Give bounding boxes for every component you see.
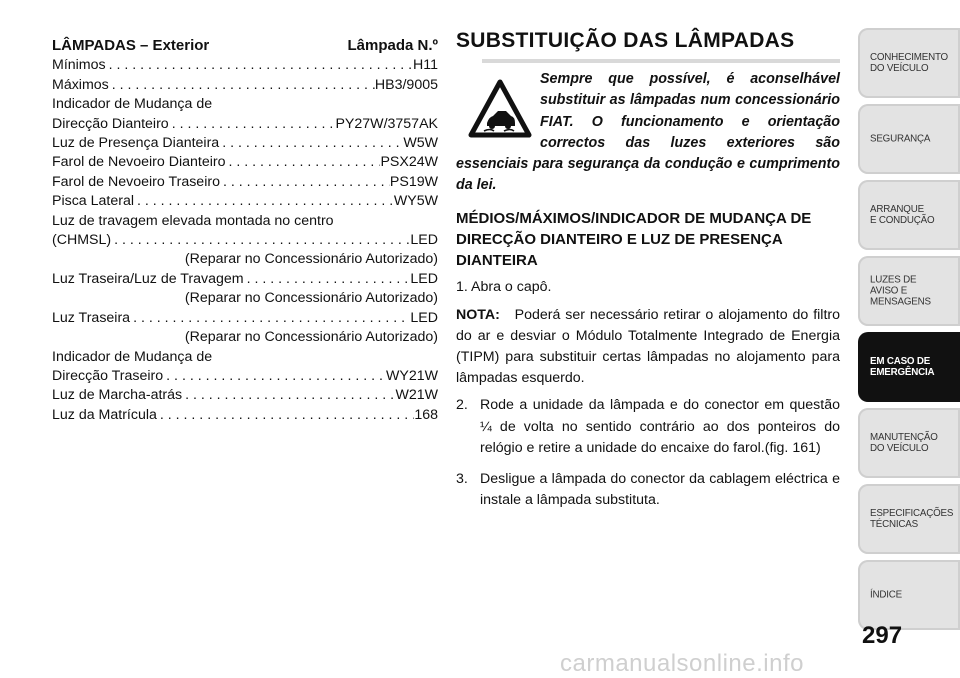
- bulb-rows: [52, 56, 438, 425]
- leader-dots: [111, 231, 410, 250]
- step-3-text: Desligue a lâmpada do conector da cablagem eléctrica e instale a lâmpada substituta.: [480, 471, 840, 509]
- chapter-tab-label: ÍNDICE: [870, 589, 903, 601]
- chapter-tab-label: SEGURANÇA: [870, 133, 931, 145]
- leader-dots: [244, 270, 411, 289]
- leader-dots: [169, 115, 336, 134]
- watermark: carmanualsonline.info: [560, 650, 804, 677]
- chapter-tab-label: MANUTENÇÃO DO VEÍCULO: [870, 432, 938, 454]
- leader-dots: [219, 134, 403, 153]
- bulb-label: Direcção Traseiro: [52, 367, 164, 384]
- bulb-number: PS19W: [389, 173, 438, 190]
- bulb-number: 168: [414, 406, 438, 423]
- step-2-number: 2.: [456, 397, 468, 414]
- bulb-number: LED: [410, 309, 438, 326]
- warning-box: [456, 69, 840, 196]
- bulb-row: [52, 56, 438, 75]
- bulb-number-heading: Lâmpada N.º: [347, 37, 438, 54]
- chapter-tab[interactable]: [858, 256, 960, 326]
- chapter-tab[interactable]: [858, 28, 960, 98]
- bulb-number: H11: [413, 57, 438, 74]
- chapter-tab-label: LUZES DE AVISO E MENSAGENS: [870, 274, 931, 308]
- bulb-label: Luz da Matrícula: [52, 406, 157, 423]
- leader-dots: [220, 173, 390, 192]
- bulb-number: HB3/9005: [374, 76, 438, 93]
- bulb-table: [52, 36, 438, 425]
- step-3: [456, 469, 840, 511]
- bulb-row: [52, 386, 438, 405]
- bulb-table-heading: LÂMPADAS – Exterior: [52, 37, 210, 54]
- service-note: (Reparar no Concessionário Autorizado): [184, 251, 438, 268]
- step-1: 1. Abra o capô.: [456, 279, 552, 296]
- bulb-number: WY21W: [385, 367, 438, 384]
- bulb-row: [52, 270, 438, 289]
- bulb-label: Luz de Marcha-atrás: [52, 387, 183, 404]
- leader-dots: [157, 406, 414, 425]
- bulb-row: [52, 76, 438, 95]
- leader-dots: [182, 386, 395, 405]
- bulb-replacement-section: [456, 30, 840, 521]
- bulb-row: [52, 192, 438, 211]
- car-skid-warning-icon: [468, 79, 532, 139]
- bulb-label: Farol de Nevoeiro Dianteiro: [52, 154, 226, 171]
- subsection-heading: MÉDIOS/MÁXIMOS/INDICADOR DE MUDANÇA DE DIRECÇÃO DIANTEIRO E LUZ DE PRESENÇA DIANTEIRA: [456, 210, 812, 270]
- leader-dots: [109, 76, 375, 95]
- chapter-tab[interactable]: [858, 104, 960, 174]
- chapter-tab-label: EM CASO DE EMERGÊNCIA: [870, 356, 935, 378]
- bulb-label: Luz Traseira: [52, 309, 131, 326]
- chapter-tab[interactable]: [858, 408, 960, 478]
- chapter-tab[interactable]: [858, 560, 960, 630]
- bulb-row: [52, 309, 438, 328]
- warning-divider: [482, 59, 840, 63]
- chapter-tab[interactable]: [858, 484, 960, 554]
- chapter-tab-label: ESPECIFICAÇÕES TÉCNICAS: [870, 508, 954, 530]
- bulb-row: [52, 173, 438, 192]
- bulb-label: Máximos: [52, 76, 109, 93]
- step-2: [456, 395, 840, 459]
- bulb-row: [52, 231, 438, 250]
- bulb-label: Pisca Lateral: [52, 193, 135, 210]
- step-2-text: Rode a unidade da lâmpada e do conector em questão ¼ de volta no sentido contrário ao dos ponteiros do relógio e retire a unidade do encaixe do farol.(fig. 161): [480, 397, 840, 456]
- leader-dots: [134, 192, 394, 211]
- bulb-number: W21W: [395, 387, 438, 404]
- bulb-number: LED: [410, 270, 438, 287]
- chapter-tab-label: CONHECIMENTO DO VEÍCULO: [870, 52, 948, 74]
- leader-dots: [106, 56, 413, 75]
- leader-dots: [163, 367, 386, 386]
- bulb-row: [52, 367, 438, 386]
- bulb-label-line: Indicador de Mudança de: [52, 96, 213, 113]
- warning-text: Sempre que possível, é aconselhável substituir as lâmpadas num concessionário FIAT. O funcionamento e orientação correctos das luzes exteriores são essenciais para segurança da condução e cumprimento da lei.: [456, 71, 840, 194]
- chapter-tab-label: ARRANQUE E CONDUÇÃO: [870, 204, 935, 226]
- bulb-label: Farol de Nevoeiro Traseiro: [52, 173, 220, 190]
- bulb-label: Luz de Presença Dianteira: [52, 135, 220, 152]
- bulb-label: Mínimos: [52, 57, 106, 74]
- chapter-tab[interactable]: [858, 180, 960, 250]
- bulb-label-line: Indicador de Mudança de: [52, 348, 213, 365]
- bulb-row: [52, 115, 438, 134]
- bulb-row: [52, 134, 438, 153]
- bulb-label: Direcção Dianteiro: [52, 115, 169, 132]
- page-number: 297: [862, 622, 903, 649]
- leader-dots: [130, 309, 410, 328]
- bulb-number: LED: [410, 232, 438, 249]
- bulb-label: (CHMSL): [52, 232, 112, 249]
- bulb-row: [52, 153, 438, 172]
- note-text: Poderá ser necessário retirar o alojamento do filtro do ar e desviar o Módulo Totalmente Integrado de Energia (TIPM) para substituir certas lâmpadas no alojamento para lâmpadas esquerdo.: [456, 306, 841, 387]
- step-3-number: 3.: [456, 471, 468, 488]
- bulb-number: PY27W/3757AK: [335, 115, 438, 132]
- bulb-number: W5W: [403, 135, 438, 152]
- section-title: SUBSTITUIÇÃO DAS LÂMPADAS: [456, 29, 795, 52]
- leader-dots: [226, 153, 381, 172]
- bulb-label-line: Luz de travagem elevada montada no centro: [52, 212, 334, 229]
- chapter-tabs: [858, 28, 960, 636]
- service-note: (Reparar no Concessionário Autorizado): [184, 290, 438, 307]
- bulb-number: PSX24W: [380, 154, 438, 171]
- bulb-label: Luz Traseira/Luz de Travagem: [52, 270, 244, 287]
- bulb-table-header: [52, 36, 438, 55]
- bulb-row: [52, 406, 438, 425]
- bulb-number: WY5W: [393, 193, 438, 210]
- note-label: NOTA:: [456, 306, 500, 323]
- note-paragraph: [456, 305, 840, 390]
- chapter-tab[interactable]: [858, 332, 960, 402]
- service-note: (Reparar no Concessionário Autorizado): [184, 329, 438, 346]
